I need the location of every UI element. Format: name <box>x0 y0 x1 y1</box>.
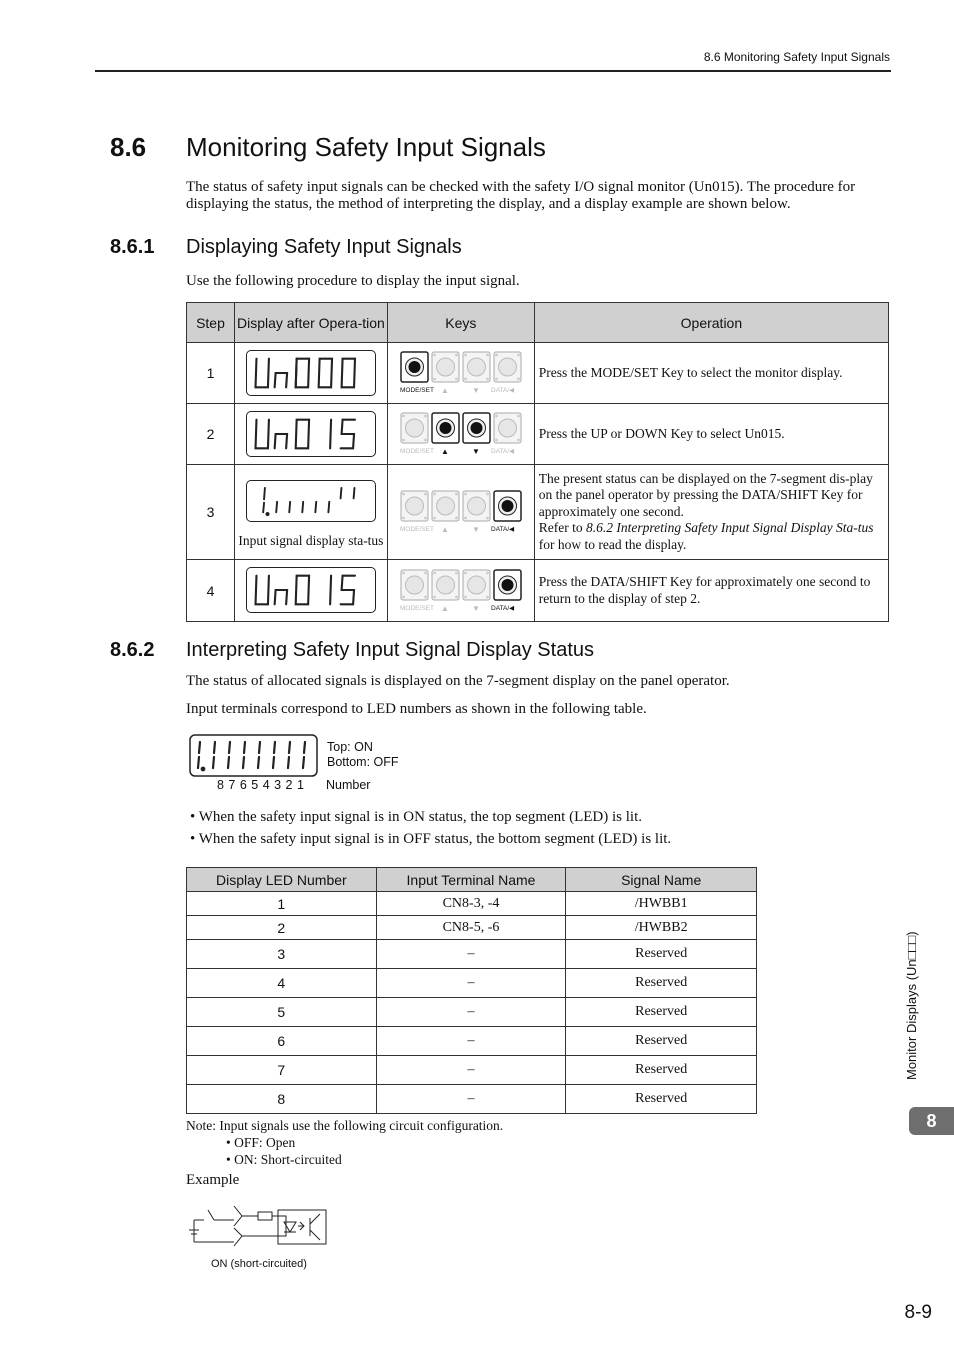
svg-text:▲: ▲ <box>440 447 449 456</box>
svg-text:▼: ▼ <box>471 603 480 613</box>
procedure-table-header <box>187 303 889 343</box>
keys-panel <box>387 465 534 560</box>
bullet-on: • When the safety input signal is in ON status, the top segment (LED) is lit. <box>190 809 642 825</box>
circuit-diagram <box>186 1198 332 1254</box>
table-row <box>187 916 757 940</box>
note-off: • OFF: Open <box>226 1135 296 1150</box>
led-terminal-table <box>186 867 757 1114</box>
svg-text:DATA/◀: DATA/◀ <box>490 604 514 612</box>
header-signal: Signal Name <box>566 868 757 892</box>
table-row <box>187 1056 757 1085</box>
operation-ref-suffix: for how to read the display. <box>538 536 687 552</box>
table-row <box>187 560 889 622</box>
svg-text:MODE/SET: MODE/SET <box>399 448 434 455</box>
note-line: Note: Input signals use the following circuit configuration. <box>186 1118 504 1133</box>
display-panel <box>234 560 387 622</box>
operation-ref-prefix: Refer to <box>538 520 587 536</box>
cell-led: 3 <box>187 940 377 969</box>
paragraph: The status of allocated signals is displayed on the 7-segment display on the panel operator. <box>186 673 730 689</box>
cell-terminal: – <box>376 998 566 1027</box>
cell-signal: Reserved <box>566 998 757 1027</box>
cell-signal: Reserved <box>566 1027 757 1056</box>
led-display-diagram <box>189 734 319 778</box>
header-operation: Operation <box>534 303 888 343</box>
svg-text:▲: ▲ <box>440 386 449 395</box>
display-panel <box>234 343 387 404</box>
svg-text:▼: ▼ <box>471 386 480 395</box>
cell-signal: /HWBB2 <box>566 916 757 940</box>
legend-top-on: Top: ON <box>327 740 373 754</box>
operation-text: Press the MODE/SET Key to select the monitor display. <box>534 343 888 404</box>
led-table-header <box>187 868 757 892</box>
header-step: Step <box>187 303 235 343</box>
svg-text:DATA/◀: DATA/◀ <box>490 387 514 394</box>
key-panel-mode-pressed <box>399 350 523 396</box>
section-title: Monitoring Safety Input Signals <box>186 132 546 162</box>
cell-led: 1 <box>187 892 377 916</box>
chapter-tab[interactable]: 8 <box>909 1107 954 1135</box>
led-numbers: 8 7 6 5 4 3 2 1 <box>217 778 304 792</box>
table-row <box>187 969 757 998</box>
bullet-off: • When the safety input signal is in OFF status, the bottom segment (LED) is lit. <box>190 831 672 847</box>
legend-bottom-off: Bottom: OFF <box>327 755 399 769</box>
table-row <box>187 1085 757 1114</box>
sidebar-chapter-title: Monitor Displays (Un□□□) <box>904 931 919 1080</box>
header-keys: Keys <box>387 303 534 343</box>
svg-text:DATA/◀: DATA/◀ <box>490 526 514 533</box>
svg-text:MODE/SET: MODE/SET <box>399 526 434 533</box>
table-row <box>187 998 757 1027</box>
procedure-table <box>186 302 889 622</box>
subsection-title: Displaying Safety Input Signals <box>186 236 462 258</box>
subsection-number: 8.6.2 <box>110 639 155 661</box>
circuit-caption: ON (short-circuited) <box>211 1258 307 1270</box>
note-on: • ON: Short-circuited <box>226 1152 342 1167</box>
table-row <box>187 404 889 465</box>
seven-segment-display-un015 <box>246 411 376 457</box>
cell-led: 5 <box>187 998 377 1027</box>
cell-signal: Reserved <box>566 940 757 969</box>
header-display: Display after Opera-tion <box>234 303 387 343</box>
svg-text:▲: ▲ <box>440 525 449 534</box>
led-legend <box>327 740 399 770</box>
subsection-title: Interpreting Safety Input Signal Display Status <box>186 639 595 661</box>
cell-terminal: – <box>376 1027 566 1056</box>
cell-terminal: CN8-5, -6 <box>376 916 566 940</box>
cell-terminal: CN8-3, -4 <box>376 892 566 916</box>
svg-text:MODE/SET: MODE/SET <box>399 604 434 612</box>
operation-ref-link[interactable]: 8.6.2 Interpreting Safety Input Signal Display Sta-tus <box>586 520 874 536</box>
seven-segment-display-un015 <box>246 567 376 613</box>
header-terminal: Input Terminal Name <box>376 868 566 892</box>
cell-led: 6 <box>187 1027 377 1056</box>
subsection-heading-1 <box>110 236 462 259</box>
cell-signal: Reserved <box>566 1056 757 1085</box>
key-panel-up-down-pressed <box>399 411 523 457</box>
keys-panel <box>387 404 534 465</box>
step-number: 3 <box>187 465 235 560</box>
cell-led: 7 <box>187 1056 377 1085</box>
operation-text: Press the DATA/SHIFT Key for approximately one second to return to the display of step 2. <box>534 560 888 622</box>
svg-text:▲: ▲ <box>440 603 449 613</box>
cell-signal: /HWBB1 <box>566 892 757 916</box>
display-caption: Input signal display sta-tus <box>238 532 384 548</box>
cell-terminal: – <box>376 1056 566 1085</box>
seven-segment-display-un000 <box>246 350 376 396</box>
step-number: 4 <box>187 560 235 622</box>
section-number: 8.6 <box>110 132 147 162</box>
cell-signal: Reserved <box>566 969 757 998</box>
svg-text:DATA/◀: DATA/◀ <box>490 448 514 455</box>
example-label: Example <box>186 1172 240 1188</box>
seven-segment-display-signal-status <box>246 480 376 522</box>
svg-text:▼: ▼ <box>471 525 480 534</box>
display-panel <box>234 404 387 465</box>
key-panel-data-pressed <box>399 489 523 535</box>
keys-panel <box>387 560 534 622</box>
operation-text: Press the UP or DOWN Key to select Un015. <box>534 404 888 465</box>
svg-text:▼: ▼ <box>471 447 480 456</box>
table-row <box>187 892 757 916</box>
note-block <box>186 1117 503 1168</box>
cell-terminal: – <box>376 969 566 998</box>
keys-panel <box>387 343 534 404</box>
key-panel-data-pressed <box>399 568 523 614</box>
step-number: 2 <box>187 404 235 465</box>
table-row <box>187 940 757 969</box>
cell-led: 8 <box>187 1085 377 1114</box>
number-label: Number <box>326 778 371 792</box>
table-row <box>187 343 889 404</box>
header-rule <box>95 70 891 72</box>
header-led-number: Display LED Number <box>187 868 377 892</box>
cell-signal: Reserved <box>566 1085 757 1114</box>
subsection-number: 8.6.1 <box>110 236 155 258</box>
section-intro: The status of safety input signals can be checked with the safety I/O signal monitor (Un015). The procedure for displaying the status, the method of interpreting the display, and a display example are shown below. <box>186 179 856 212</box>
cell-led: 2 <box>187 916 377 940</box>
running-head: 8.6 Monitoring Safety Input Signals <box>703 50 890 64</box>
svg-text:MODE/SET: MODE/SET <box>399 387 434 394</box>
cell-terminal: – <box>376 940 566 969</box>
step-number: 1 <box>187 343 235 404</box>
operation-text <box>534 465 888 560</box>
table-row <box>187 465 889 560</box>
subsection-heading-2 <box>110 639 594 662</box>
subsection-intro: Use the following procedure to display the input signal. <box>186 273 520 289</box>
operation-main: The present status can be displayed on the 7-segment dis-play on the panel operator by pressing the DATA/SHIFT Key for approximately one second. <box>538 470 873 519</box>
table-row <box>187 1027 757 1056</box>
page-number: 8-9 <box>904 1302 932 1323</box>
cell-led: 4 <box>187 969 377 998</box>
display-panel <box>234 465 387 560</box>
cell-terminal: – <box>376 1085 566 1114</box>
paragraph: Input terminals correspond to LED numbers as shown in the following table. <box>186 701 647 717</box>
section-heading <box>110 132 546 163</box>
